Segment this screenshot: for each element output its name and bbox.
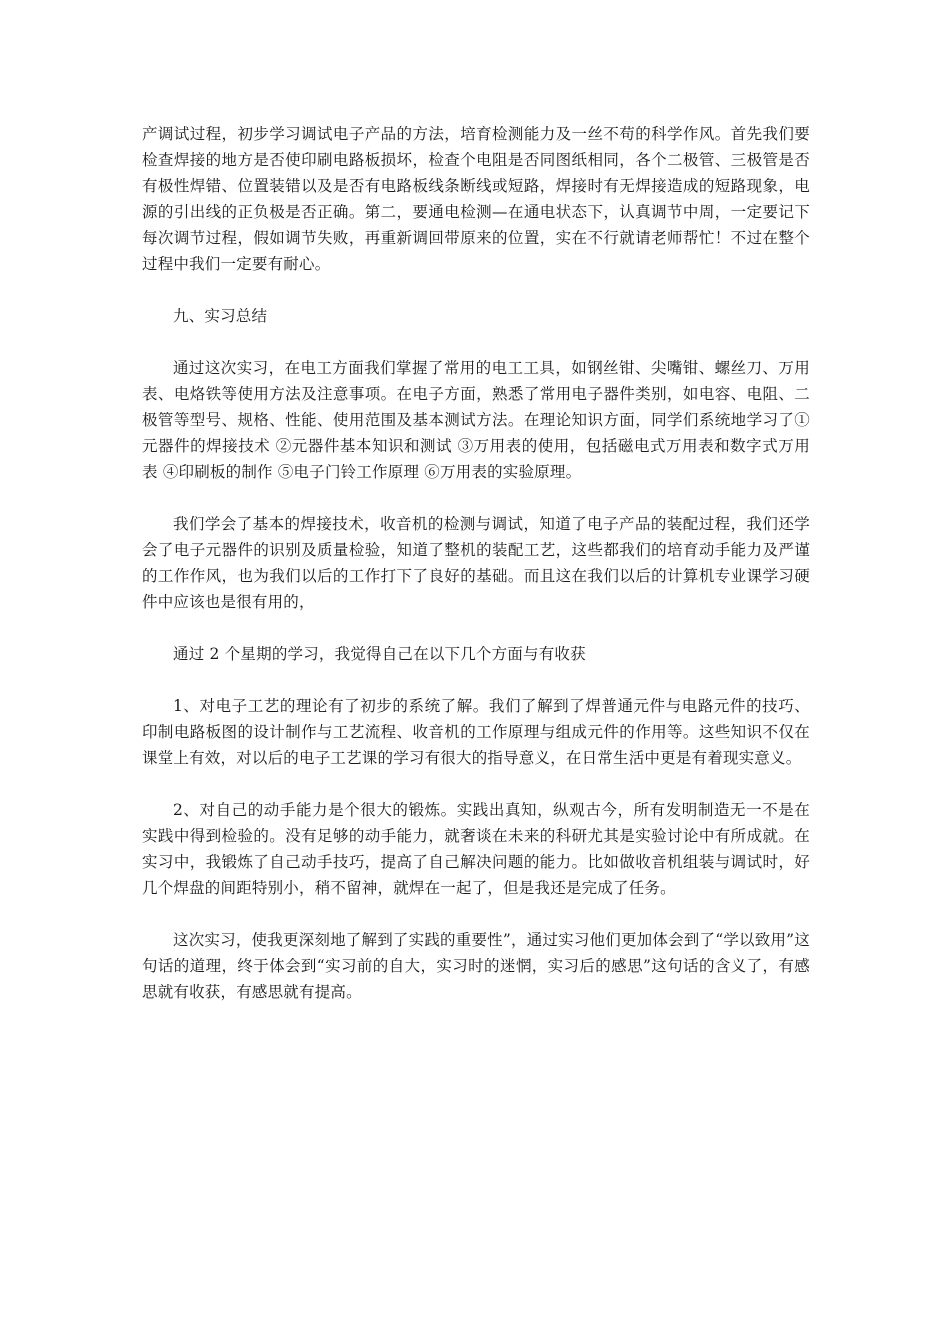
document-page <box>142 121 810 1031</box>
paragraph-debugging-process: 产调试过程，初步学习调试电子产品的方法，培育检测能力及一丝不苟的科学作风。首先我们要检查焊接的地方是否使印刷电路板损坏，检查个电阻是否同图纸相同，各个二极管、三极管是否有极性焊错、位置装错以及是否有电路板线条断线或短路，焊接时有无焊接造成的短路现象，电源的引出线的正负极是否正确。第二，要通电检测—在通电状态下，认真调节中周，一定要记下每次调节过程，假如调节失败，再重新调回带原来的位置，实在不行就请老师帮忙！不过在整个过程中我们一定要有耐心。 <box>142 125 810 273</box>
paragraph-two-weeks-intro: 通过 2 个星期的学习，我觉得自己在以下几个方面与有收获 <box>173 645 586 663</box>
section-heading-internship-summary: 九、实习总结 <box>173 307 268 325</box>
paragraph-soldering-skills: 我们学会了基本的焊接技术，收音机的检测与调试，知道了电子产品的装配过程，我们还学会了电子元器件的识别及质量检验，知道了整机的装配工艺，这些都我们的培育动手能力及严谨的工作作风，也为我们以后的工作打下了良好的基础。而且这在我们以后的计算机专业课学习硬件中应该也是很有用的， <box>142 515 810 611</box>
paragraph-point-one: 1、对电子工艺的理论有了初步的系统了解。我们了解到了焊普通元件与电路元件的技巧、印制电路板图的设计制作与工艺流程、收音机的工作原理与组成元件的作用等。这些知识不仅在课堂上有效，对以后的电子工艺课的学习有很大的指导意义，在日常生活中更是有着现实意义。 <box>142 697 810 767</box>
paragraph-skills-learned: 通过这次实习，在电工方面我们掌握了常用的电工工具，如钢丝钳、尖嘴钳、螺丝刀、万用表、电烙铁等使用方法及注意事项。在电子方面，熟悉了常用电子器件类别，如电容、电阻、二极管等型号、规格、性能、使用范围及基本测试方法。在理论知识方面，同学们系统地学习了①元器件的焊接技术 ②元器件基本知识和测试 ③万用表的使用，包括磁电式万用表和数字式万用表 ④印刷板的制作 ⑤电子门铃工作原理 ⑥万用表的实验原理。 <box>142 359 810 481</box>
paragraph-point-two: 2、对自己的动手能力是个很大的锻炼。实践出真知，纵观古今，所有发明制造无一不是在实践中得到检验的。没有足够的动手能力，就奢谈在未来的科研尤其是实验讨论中有所成就。在实习中，我锻炼了自己动手技巧，提高了自己解决问题的能力。比如做收音机组装与调试时，好几个焊盘的间距特别小，稍不留神，就焊在一起了，但是我还是完成了任务。 <box>142 801 810 897</box>
paragraph-conclusion: 这次实习，使我更深刻地了解到了实践的重要性”，通过实习他们更加体会到了“学以致用”这句话的道理，终于体会到“实习前的自大，实习时的迷惘，实习后的感思”这句话的含义了，有感思就有收获，有感思就有提高。 <box>142 931 810 1001</box>
